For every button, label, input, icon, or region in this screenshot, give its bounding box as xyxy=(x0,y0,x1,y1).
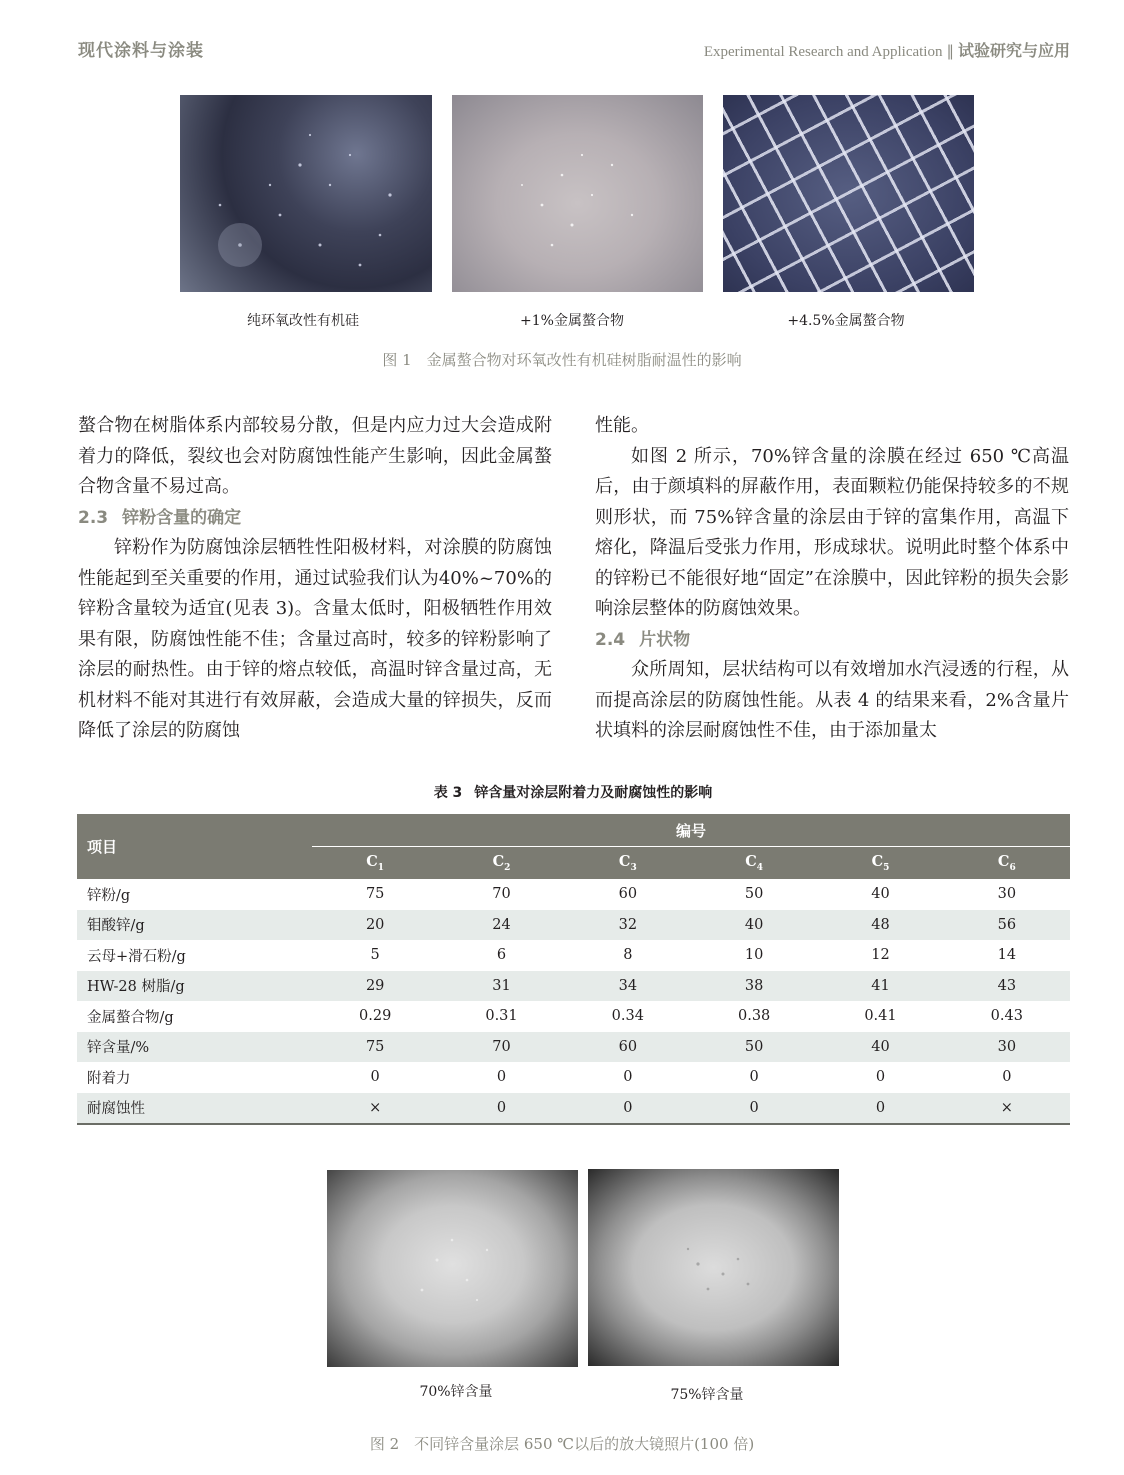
table-cell: 0 xyxy=(565,1093,691,1125)
table-cell: 0 xyxy=(691,1093,817,1125)
table-row xyxy=(77,910,1070,941)
table-cell: 50 xyxy=(691,1032,817,1063)
code-subscript: 3 xyxy=(630,862,637,873)
table-cell: 30 xyxy=(997,886,1017,903)
group-header: 编号 xyxy=(312,814,1070,847)
table-cell: 48 xyxy=(817,910,943,941)
table-cell: 41 xyxy=(817,971,943,1002)
table-cell: 40 xyxy=(871,886,890,903)
table-cell: 0 xyxy=(370,1069,380,1086)
table-row xyxy=(77,1062,1070,1093)
code-subscript: 6 xyxy=(1009,862,1016,873)
table3 xyxy=(77,814,1070,1125)
table3-title xyxy=(0,782,1124,802)
code-base: C xyxy=(366,853,378,871)
code-header xyxy=(438,847,564,880)
table-cell: 0 xyxy=(875,1069,886,1086)
fig2-subcaption-2: 75%锌含量 xyxy=(670,1387,744,1403)
code-subscript: 1 xyxy=(377,862,385,873)
fig1-subcaption-2: +1%金属螯合物 xyxy=(520,313,624,329)
table-cell: 29 xyxy=(312,971,438,1002)
micro-texture xyxy=(327,1170,578,1367)
row-label: 锌粉/g xyxy=(87,887,131,904)
paragraph: 如图 2 所示，70%锌含量的涂膜在经过 650 ℃高温后，由于颜填料的屏蔽作用，表面颗粒仍能保持较多的不规则形状，而 75%锌含量的涂层由于锌的富集作用，高温下熔化，降温后受张力作用，形成球状。说明此时整个体系中的锌粉已不能很好地“固定”在涂膜中，因此锌粉的损失会影响涂层整体的防腐蚀效果。 xyxy=(595,445,1069,619)
table-cell: 10 xyxy=(744,947,764,964)
table-cell: 75 xyxy=(365,886,385,903)
table-cell: × xyxy=(312,1093,438,1125)
table-cell: 24 xyxy=(438,910,564,941)
code-subscript: 2 xyxy=(504,862,511,873)
item-header: 项目 xyxy=(77,814,312,879)
row-label: HW-28 树脂/g xyxy=(77,971,312,1002)
photo-70pct-zinc xyxy=(327,1170,578,1367)
table-cell: 70 xyxy=(438,1032,564,1063)
paragraph: 性能。 xyxy=(595,415,649,436)
table-cell: 0.43 xyxy=(990,1008,1023,1025)
table-cell: 5 xyxy=(370,947,380,964)
fig2-subcaption-1: 70%锌含量 xyxy=(419,1384,493,1400)
journal-name: 现代涂料与涂装 xyxy=(78,41,204,61)
row-label: 钼酸锌/g xyxy=(77,910,312,941)
micro-texture xyxy=(452,95,703,292)
table-cell: × xyxy=(944,1093,1070,1125)
table-cell: 0 xyxy=(1002,1069,1012,1086)
section-number: 2.4 xyxy=(595,629,626,650)
photo-1pct-chelate xyxy=(452,95,703,292)
fig1-subcaption-3: +4.5%金属螯合物 xyxy=(787,313,905,329)
table-cell: 0 xyxy=(496,1069,507,1086)
table-row xyxy=(77,1001,1070,1032)
table-cell: 75 xyxy=(312,1032,438,1063)
table-row xyxy=(77,940,1070,971)
table-cell: 20 xyxy=(312,910,438,941)
table-cell: 0.29 xyxy=(359,1008,392,1025)
table-cell: 50 xyxy=(744,886,764,903)
row-label: 云母+滑石粉/g xyxy=(87,948,186,965)
section-heading xyxy=(78,503,552,534)
table-cell: 34 xyxy=(565,971,691,1002)
fig1-subcaption-1: 纯环氧改性有机硅 xyxy=(247,313,359,329)
code-header xyxy=(312,847,438,880)
section-heading xyxy=(595,625,1069,656)
section-name-en: Experimental Research and Application xyxy=(703,44,943,60)
table-cell: 32 xyxy=(565,910,691,941)
table-cell: 70 xyxy=(492,886,511,903)
row-label: 附着力 xyxy=(87,1070,131,1087)
table-cell: 40 xyxy=(691,910,817,941)
paragraph: 螯合物在树脂体系内部较易分散，但是内应力过大会造成附着力的降低，裂纹也会对防腐蚀性能产生影响，因此金属螯合物含量不易过高。 xyxy=(78,415,552,497)
right-column xyxy=(595,411,1069,747)
code-header xyxy=(691,847,817,880)
table-cell: 6 xyxy=(496,947,507,964)
code-base: C xyxy=(492,853,505,871)
figure1-caption: 图 1 金属螯合物对环氧改性有机硅树脂耐温性的影响 xyxy=(382,351,742,369)
table-number: 表 3 xyxy=(433,785,463,801)
left-column xyxy=(78,411,552,747)
table-cell: 60 xyxy=(618,886,638,903)
table-cell: 0.34 xyxy=(611,1008,644,1025)
photo-pure-epoxy-silicone xyxy=(180,95,432,292)
section-title: 片状物 xyxy=(639,629,691,650)
table-row xyxy=(77,879,1070,910)
table-cell: 56 xyxy=(944,910,1070,941)
code-subscript: 4 xyxy=(756,862,764,873)
table-cell: 0 xyxy=(817,1093,943,1125)
code-subscript: 5 xyxy=(883,862,890,873)
table-cell: 0.31 xyxy=(485,1008,518,1025)
code-base: C xyxy=(745,853,757,871)
table-cell: 12 xyxy=(871,947,890,964)
code-header xyxy=(565,847,691,880)
section-name-zh: 试验研究与应用 xyxy=(957,41,1070,60)
code-base: C xyxy=(997,853,1010,871)
code-base: C xyxy=(871,853,884,871)
code-header xyxy=(944,847,1070,880)
table-cell: 43 xyxy=(944,971,1070,1002)
row-label: 耐腐蚀性 xyxy=(77,1093,312,1125)
table-row xyxy=(77,971,1070,1002)
header-divider: ‖ xyxy=(946,42,954,60)
paragraph: 锌粉作为防腐蚀涂层牺牲性阳极材料，对涂膜的防腐蚀性能起到至关重要的作用，通过试验我们认为40%~70%的锌粉含量较为适宜(见表 3)。含量太低时，阳极牺牲作用效果有限，防腐蚀性能不佳；含量过高时，较多的锌粉影响了涂层的耐热性。由于锌的熔点较低，高温时锌含量过高，无机材料不能对其进行有效屏蔽，会造成大量的锌损失，反而降低了涂层的防腐蚀 xyxy=(78,537,552,741)
table-cell: 60 xyxy=(565,1032,691,1063)
table-title-text: 锌含量对涂层附着力及耐腐蚀性的影响 xyxy=(474,785,713,801)
code-base: C xyxy=(618,853,631,871)
section-header xyxy=(704,38,1070,61)
table-cell: 0.38 xyxy=(738,1008,771,1025)
photo-75pct-zinc xyxy=(588,1169,839,1366)
table-cell: 0 xyxy=(438,1093,564,1125)
table-cell: 30 xyxy=(944,1032,1070,1063)
row-label: 锌含量/% xyxy=(77,1032,312,1063)
table-cell: 0 xyxy=(749,1069,759,1086)
table-cell: 0.41 xyxy=(864,1008,897,1025)
section-number: 2.3 xyxy=(78,507,109,528)
micro-texture xyxy=(180,95,432,292)
code-header xyxy=(817,847,943,880)
table-cell: 31 xyxy=(438,971,564,1002)
paragraph: 众所周知，层状结构可以有效增加水汽浸透的行程，从而提高涂层的防腐蚀性能。从表 4 的结果来看，2%含量片状填料的涂层耐腐蚀性不佳，由于添加量太 xyxy=(595,659,1069,741)
table-cell: 38 xyxy=(691,971,817,1002)
section-title: 锌粉含量的确定 xyxy=(122,507,242,528)
row-label: 金属螯合物/g xyxy=(87,1009,174,1026)
table-body xyxy=(77,879,1070,1124)
table-row xyxy=(77,1032,1070,1063)
table-cell: 14 xyxy=(997,947,1017,964)
photo-4-5pct-chelate xyxy=(723,95,974,292)
table-cell: 0 xyxy=(623,1069,633,1086)
table-row xyxy=(77,1093,1070,1125)
figure2-caption: 图 2 不同锌含量涂层 650 ℃以后的放大镜照片(100 倍) xyxy=(369,1435,755,1453)
table-cell: 8 xyxy=(623,947,633,964)
micro-texture xyxy=(588,1169,839,1366)
table-cell: 40 xyxy=(817,1032,943,1063)
